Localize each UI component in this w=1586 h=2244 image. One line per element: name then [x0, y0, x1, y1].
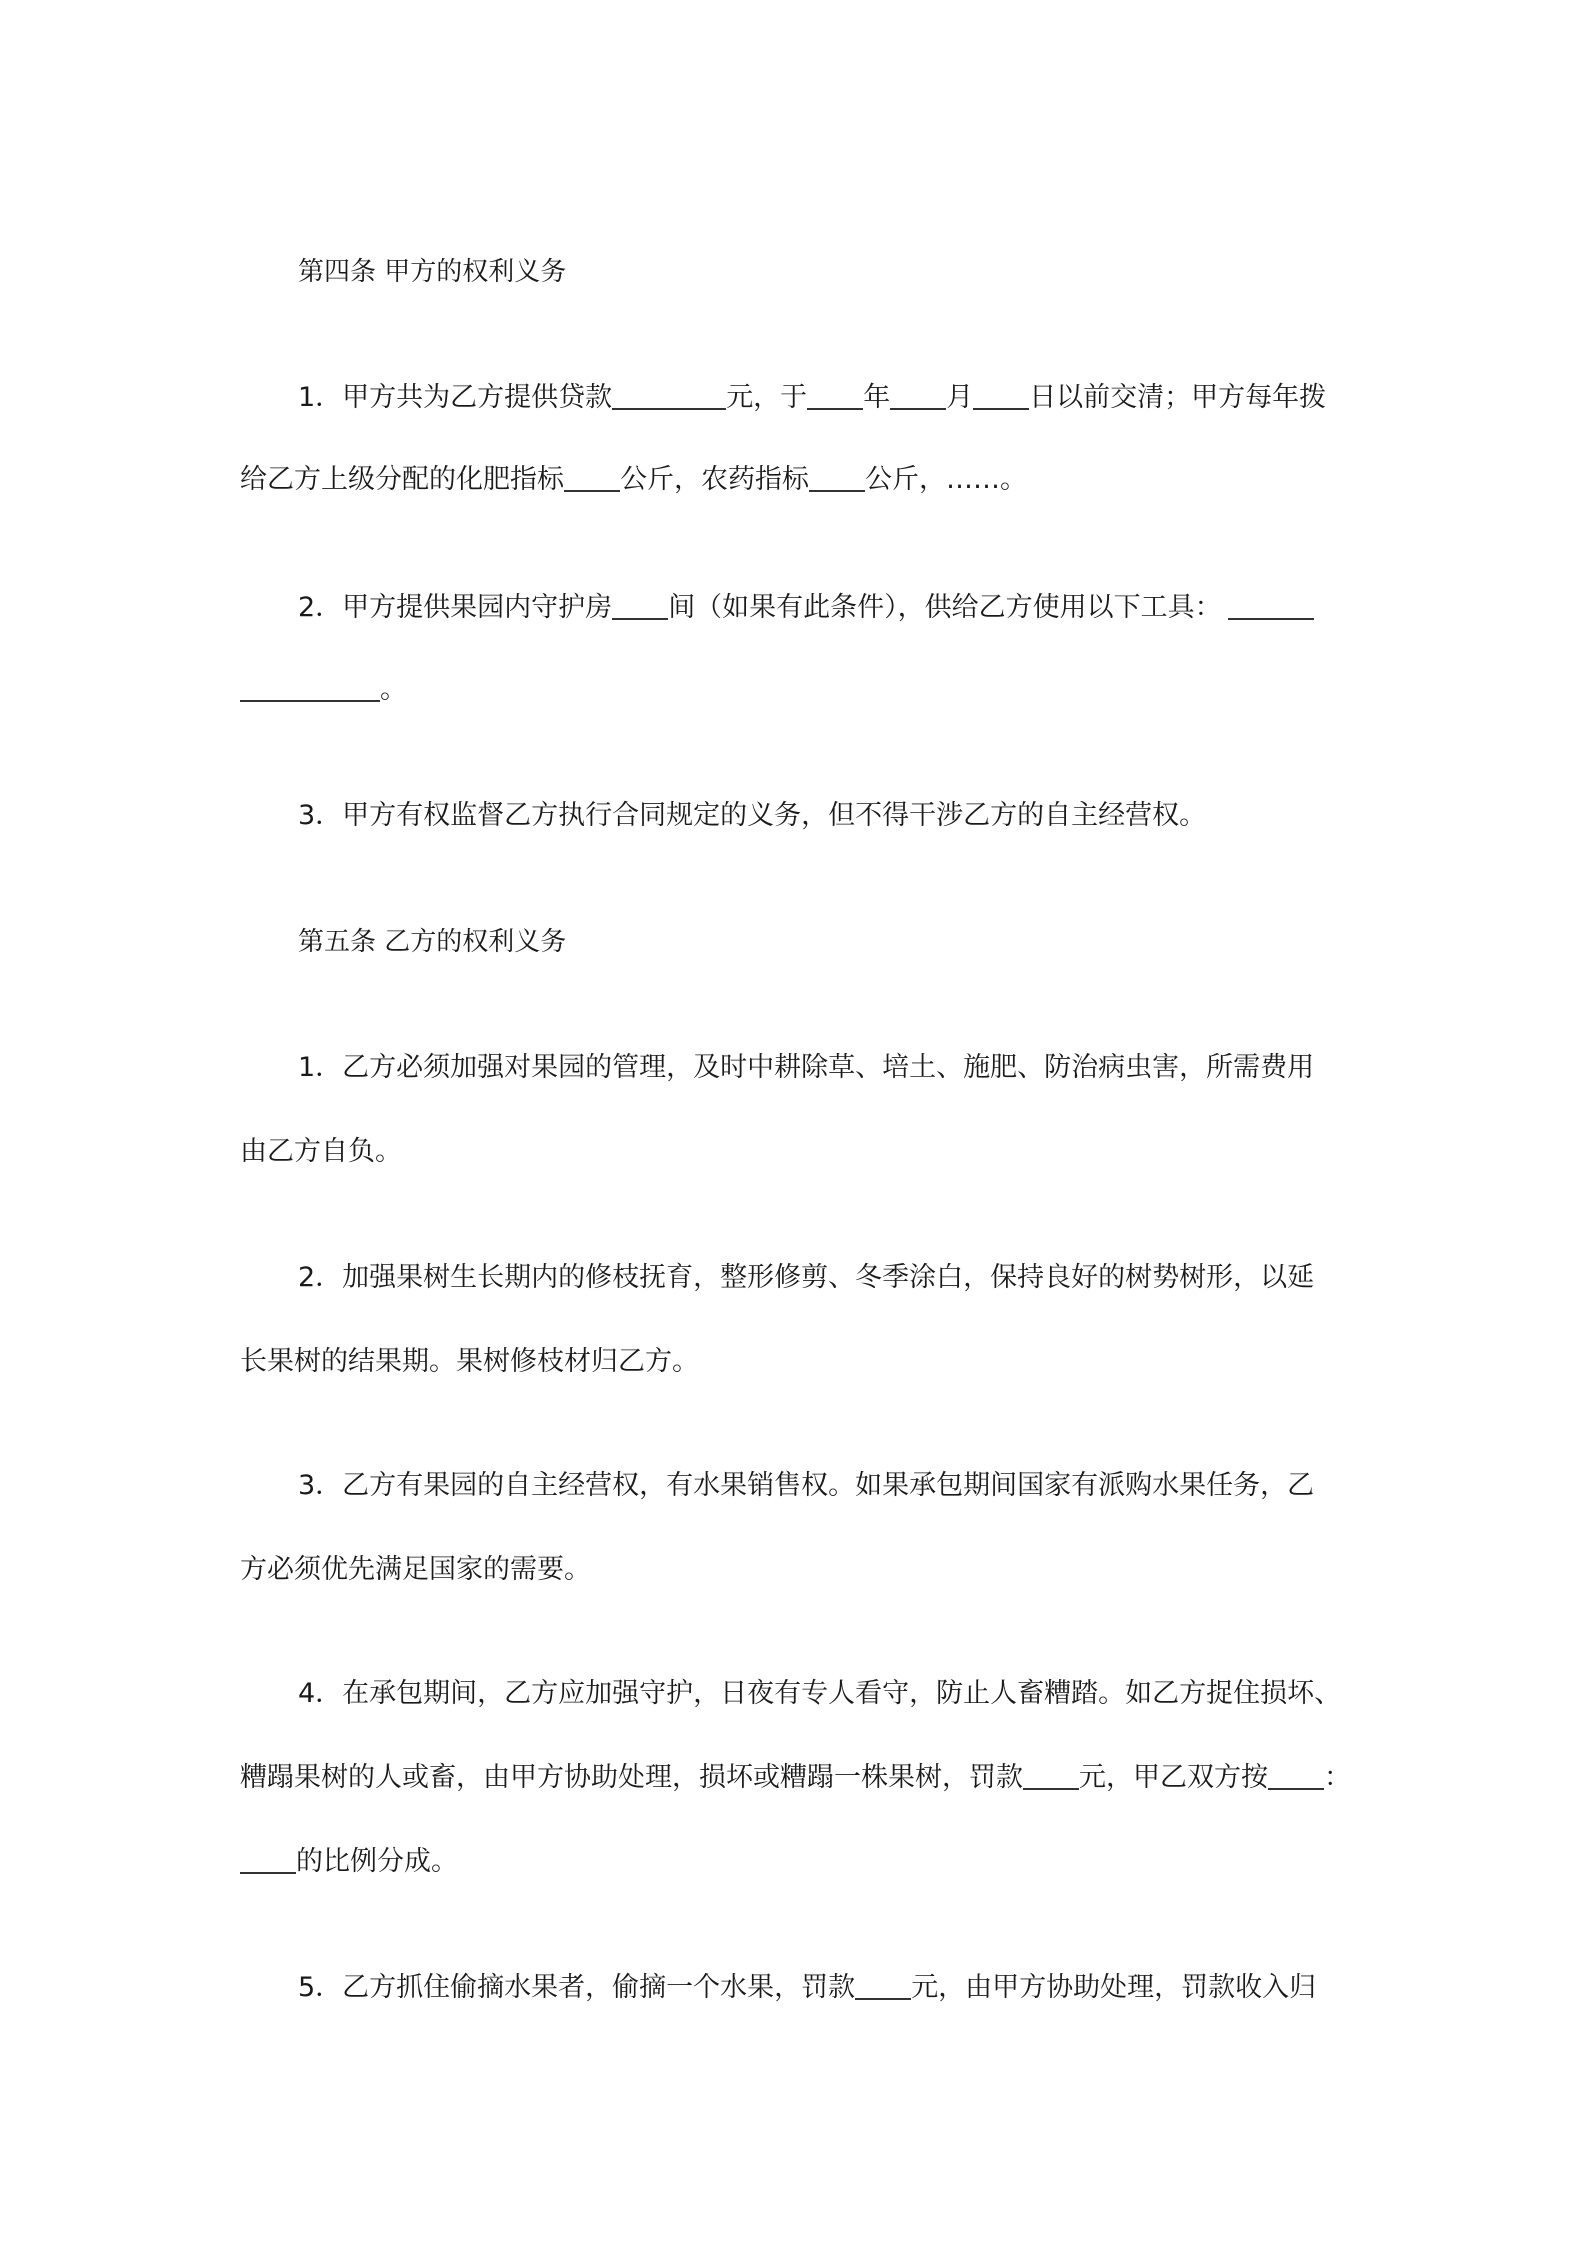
text-segment: 2．甲方提供果园内守护房 [298, 592, 613, 623]
blank-field [1228, 592, 1314, 620]
blank-field [890, 382, 946, 410]
text-segment: 元，于 [726, 382, 808, 413]
article-5-para-3-line-1: 3．乙方有果园的自主经营权，有水果销售权。如果承包期间国家有派购水果任务，乙 [298, 1470, 1315, 1501]
blank-field [612, 382, 726, 410]
article-4-para-1-line-2 [240, 462, 1027, 498]
article-4-para-1-line-1 [298, 380, 1326, 416]
article-4-para-2-line-1 [298, 590, 1314, 626]
text-segment: 。 [380, 674, 407, 705]
text-segment: 日以前交清；甲方每年拨 [1029, 382, 1327, 413]
text-segment: 元，甲乙双方按 [1079, 1762, 1268, 1793]
text-segment: 月 [946, 382, 974, 413]
article-5-para-5-line-1 [298, 1970, 1316, 2006]
text-segment: ： [1324, 1762, 1351, 1793]
article-5-para-4-line-3 [240, 1844, 458, 1880]
text-segment: 1．甲方共为乙方提供贷款 [298, 382, 613, 413]
article-5-para-1-line-1: 1．乙方必须加强对果园的管理，及时中耕除草、培土、施肥、防治病虫害，所需费用 [298, 1052, 1315, 1083]
blank-field [855, 1972, 911, 2000]
text-segment: 的比例分成。 [296, 1846, 458, 1877]
blank-field [1023, 1762, 1079, 1790]
article-4-heading: 第四条 甲方的权利义务 [298, 257, 567, 287]
text-segment: 元，由甲方协助处理，罚款收入归 [911, 1972, 1317, 2003]
blank-field [240, 1846, 296, 1874]
blank-field [809, 464, 865, 492]
text-segment: 5．乙方抓住偷摘水果者，偷摘一个水果，罚款 [298, 1972, 856, 2003]
blank-field [807, 382, 863, 410]
article-5-para-4-line-2 [240, 1760, 1351, 1796]
text-segment: 间（如果有此条件），供给乙方使用以下工具： [668, 592, 1222, 623]
blank-field [240, 674, 380, 702]
article-5-para-2-line-1: 2．加强果树生长期内的修枝抚育，整形修剪、冬季涂白，保持良好的树势树形，以延 [298, 1262, 1315, 1293]
article-5-para-1-line-2: 由乙方自负。 [240, 1136, 402, 1167]
blank-field [973, 382, 1029, 410]
article-5-para-3-line-2: 方必须优先满足国家的需要。 [240, 1554, 591, 1585]
article-5-heading: 第五条 乙方的权利义务 [298, 927, 567, 957]
article-4-para-3: 3．甲方有权监督乙方执行合同规定的义务，但不得干涉乙方的自主经营权。 [298, 800, 1207, 831]
blank-field [612, 592, 668, 620]
article-4-para-2-line-2 [240, 672, 407, 708]
text-segment: 糟蹋果树的人或畜，由甲方协助处理，损坏或糟蹋一株果树，罚款 [240, 1762, 1023, 1793]
text-segment: 给乙方上级分配的化肥指标 [240, 464, 564, 495]
text-segment: 年 [863, 382, 891, 413]
blank-field [1268, 1762, 1324, 1790]
article-5-para-4-line-1: 4．在承包期间，乙方应加强守护，日夜有专人看守，防止人畜糟踏。如乙方捉住损坏、 [298, 1678, 1342, 1709]
article-5-para-2-line-2: 长果树的结果期。果树修枝材归乙方。 [240, 1346, 699, 1377]
blank-field [564, 464, 620, 492]
text-segment: 公斤，……。 [865, 464, 1027, 495]
text-segment: 公斤，农药指标 [620, 464, 809, 495]
